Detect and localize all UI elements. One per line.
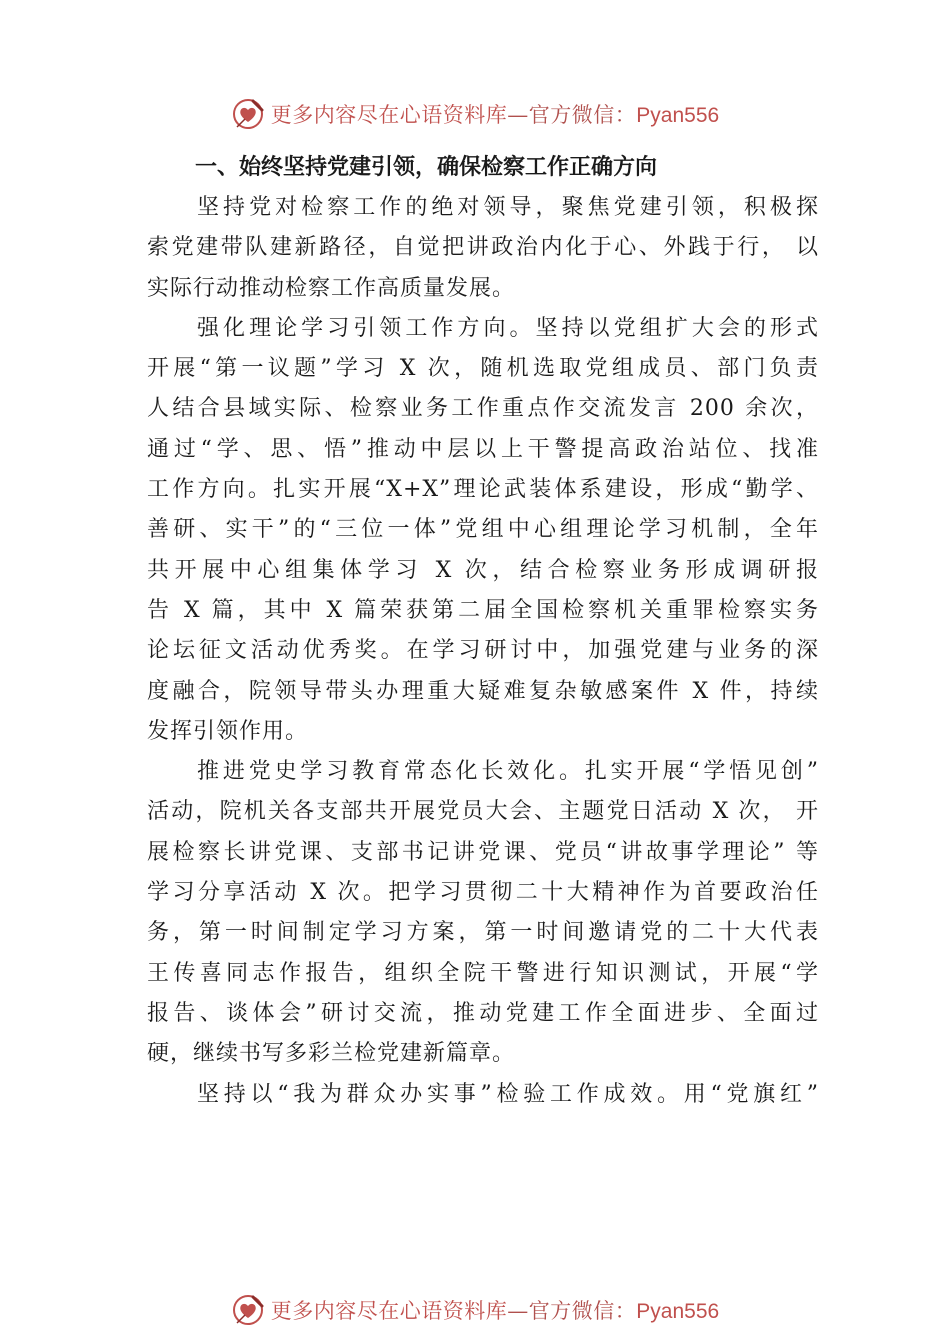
paragraph-line: 度融合，院领导带头办理重大疑难复杂敏感案件 X 件，持续 [147,678,819,704]
paragraph-line: 工作方向。扎实开展“X+X”理论武装体系建设，形成“勤学、 [147,477,819,503]
paragraph-line: 开展“第一议题”学习 X 次，随机选取党组成员、部门负责 [147,356,819,382]
paragraph-serve-masses [147,1075,819,1115]
heart-pen-logo-icon [231,97,265,131]
section-heading: 一、始终坚持党建引领，确保检察工作正确方向 [195,155,658,180]
paragraph-line: 强化理论学习引领工作方向。坚持以党组扩大会的形式 [197,315,819,341]
paragraph-line: 善研、实干”的“三位一体”党组中心组理论学习机制，全年 [147,517,819,543]
paragraph-party-history [147,752,819,1074]
paragraph-line: 坚持党对检察工作的绝对领导，聚焦党建引领，积极探 [197,195,819,220]
paragraph-line: 发挥引领作用。 [147,718,309,744]
paragraph-line: 论坛征文活动优秀奖。在学习研讨中，加强党建与业务的深 [147,638,819,664]
watermark-footer [0,1290,950,1330]
watermark-text: 更多内容尽在心语资料库—官方微信：Pyan556 [270,103,720,127]
paragraph-theory-study [147,309,819,752]
paragraph-line: 王传喜同志作报告，组织全院干警进行知识测试，开展“学 [147,960,819,986]
paragraph-line: 实际行动推动检察工作高质量发展。 [147,275,516,301]
paragraph-line: 共开展中心组集体学习 X 次，结合检察业务形成调研报 [147,557,819,583]
paragraph-line: 展检察长讲党课、支部书记讲党课、党员“讲故事学理论” 等 [147,839,819,865]
paragraph-line: 报告、谈体会”研讨交流，推动党建工作全面进步、全面过 [147,1000,819,1026]
watermark-text: 更多内容尽在心语资料库—官方微信：Pyan556 [270,1299,720,1323]
paragraph-line: 人结合县域实际、检察业务工作重点作交流发言 200 余次， [147,396,819,422]
paragraph-line: 务，第一时间制定学习方案，第一时间邀请党的二十大代表 [147,920,819,946]
paragraph-line: 坚持以“我为群众办实事”检验工作成效。用“党旗红” [197,1081,819,1107]
paragraph-line: 通过“学、思、悟”推动中层以上干警提高政治站位、找准 [147,436,819,462]
paragraph-line: 活动，院机关各支部共开展党员大会、主题党日活动 X 次， 开 [147,799,819,825]
wechat-id: Pyan556 [636,1300,720,1323]
paragraph-line: 告 X 篇，其中 X 篇荣获第二届全国检察机关重罪检察实务 [147,597,819,623]
paragraph-line: 索党建带队建新路径，自觉把讲政治内化于心、外践于行， 以 [147,235,819,261]
paragraph-party-leadership [147,188,819,309]
watermark-header [0,94,950,134]
paragraph-line: 学习分享活动 X 次。把学习贯彻二十大精神作为首要政治任 [147,880,819,906]
paragraph-line: 推进党史学习教育常态化长效化。扎实开展“学悟见创” [197,759,819,785]
wechat-id: Pyan556 [636,104,720,127]
paragraph-line: 硬，继续书写多彩兰检党建新篇章。 [147,1041,516,1067]
document-body [147,148,819,1115]
heart-pen-logo-icon [231,1293,265,1327]
